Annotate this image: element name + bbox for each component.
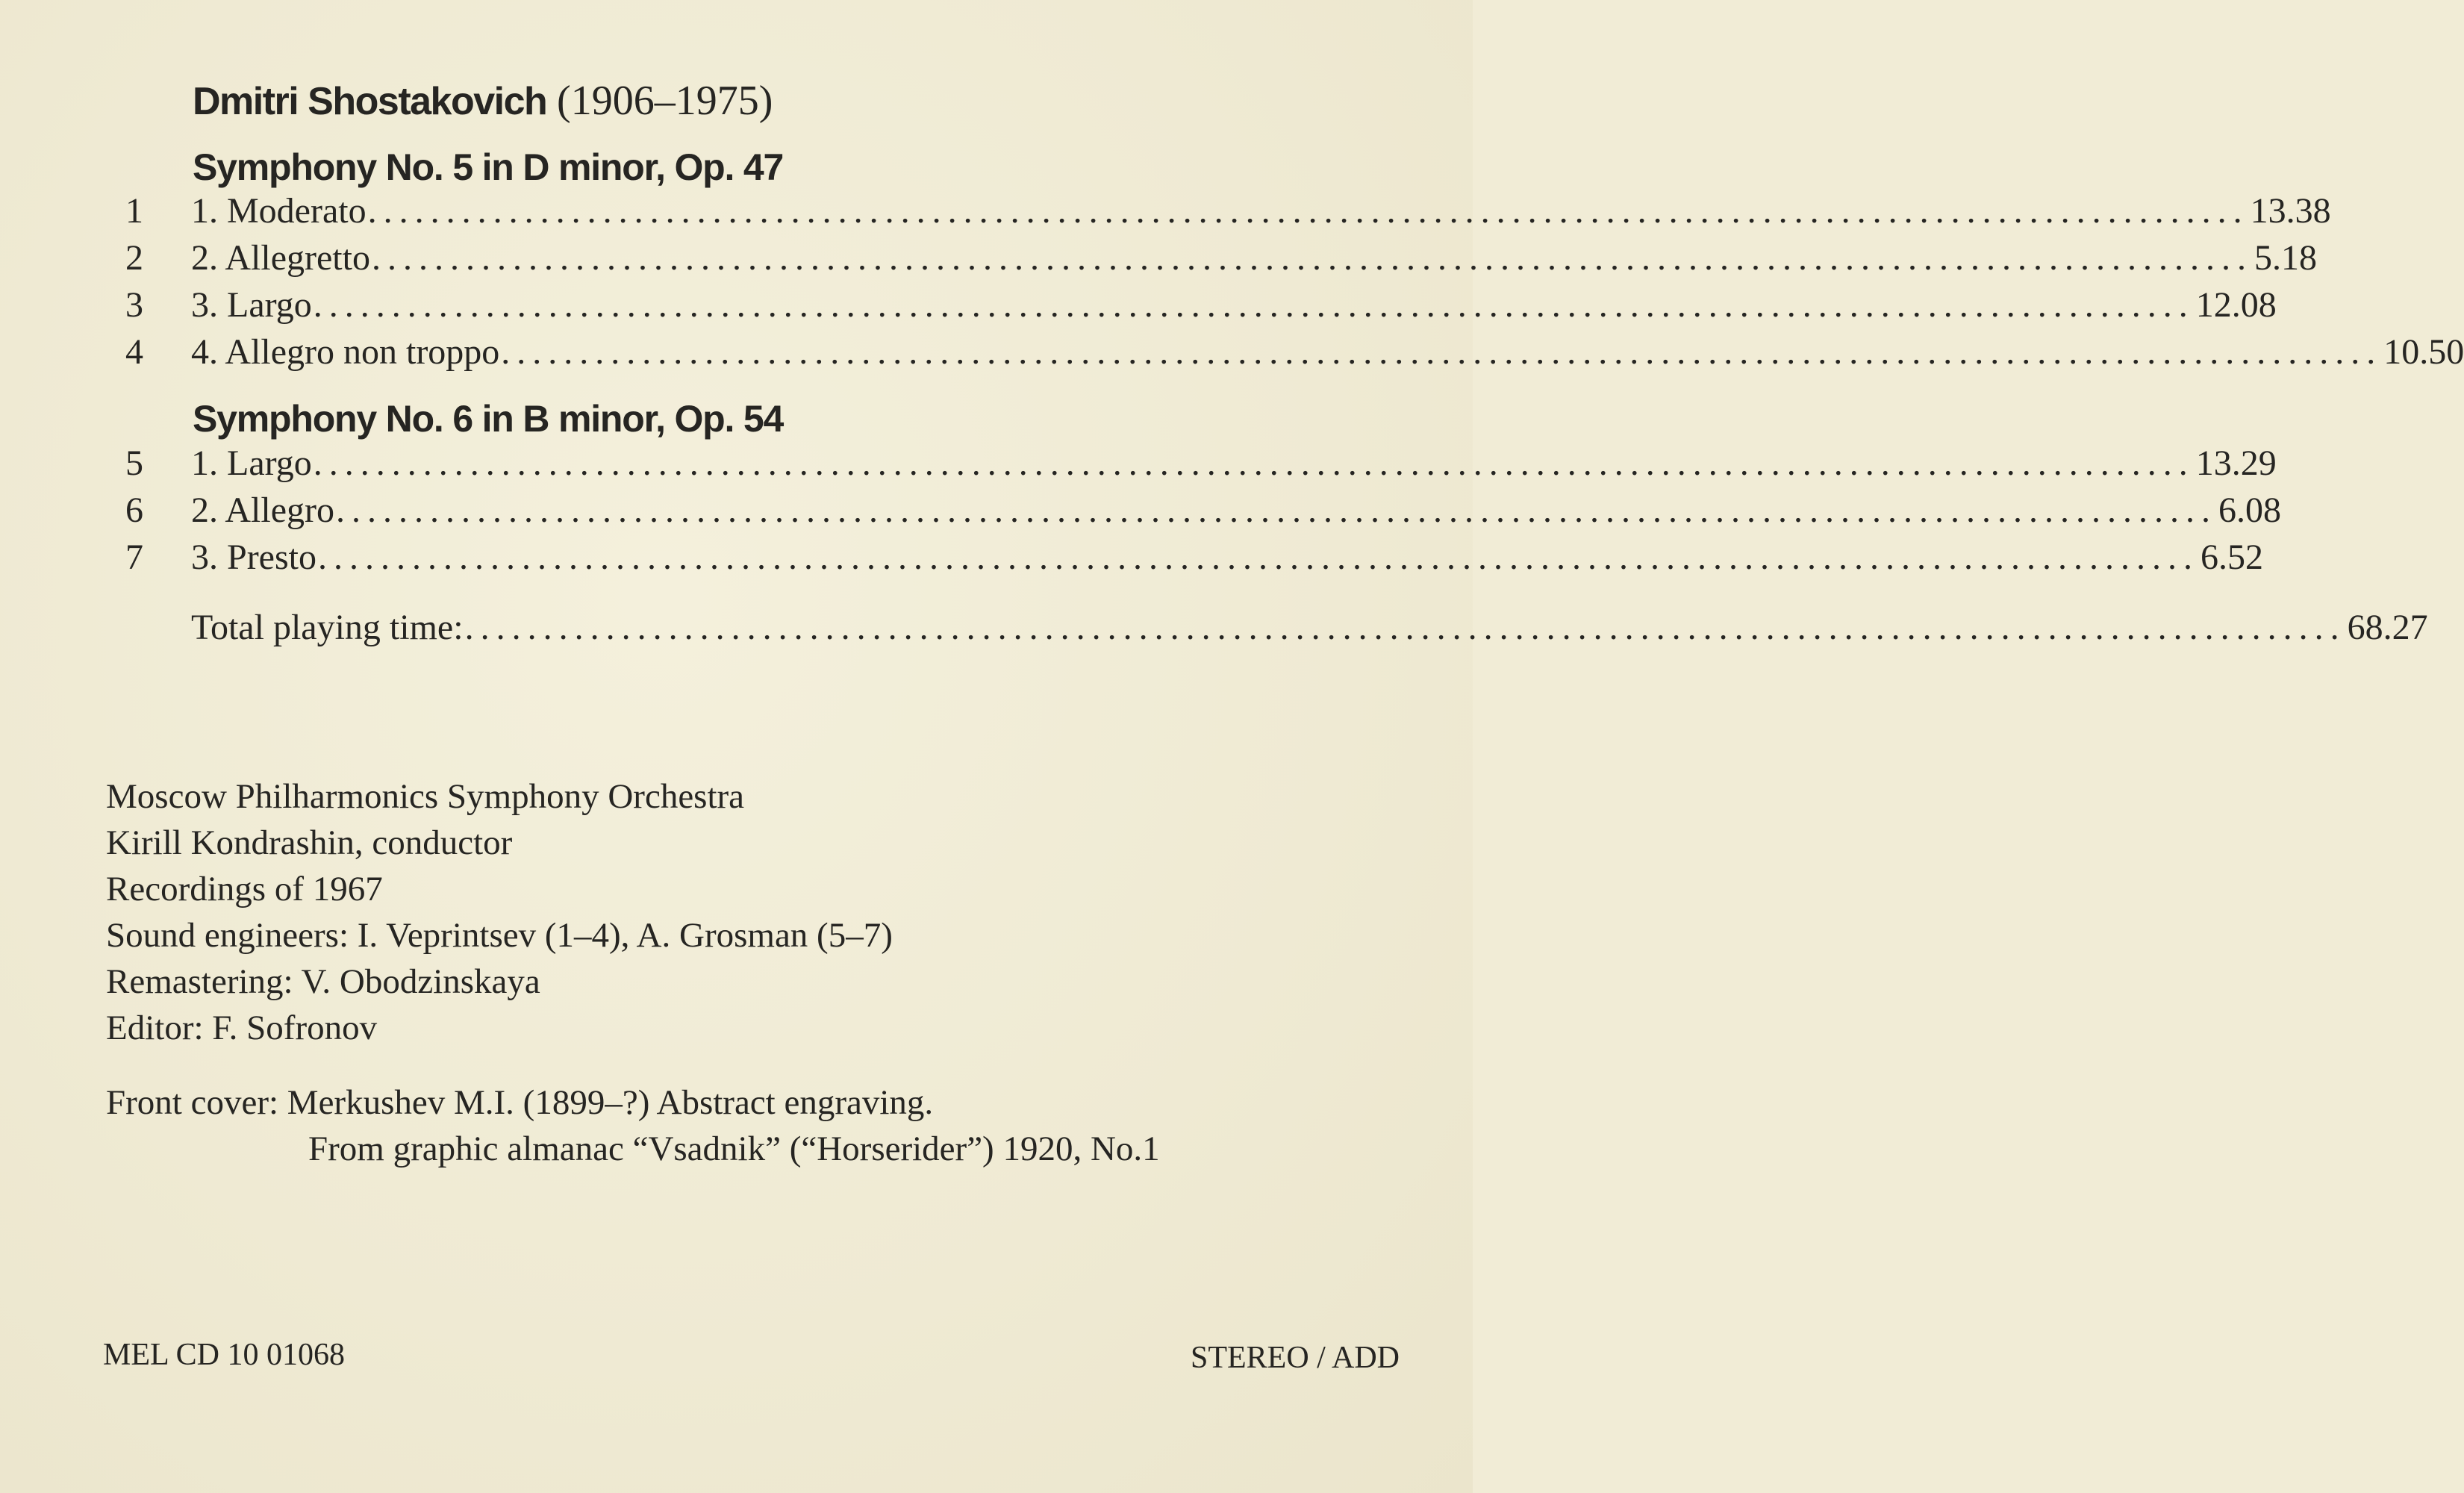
audio-format: STEREO / ADD xyxy=(1190,1341,1400,1375)
track-number: 3 xyxy=(125,285,143,325)
track-duration: 13.38 xyxy=(2250,191,2331,231)
track-title: 3. Presto xyxy=(191,537,316,577)
credit-conductor: Kirill Kondrashin, conductor xyxy=(106,823,513,862)
track-title: 3. Largo xyxy=(191,285,312,325)
track-row xyxy=(0,487,2281,534)
credit-orchestra: Moscow Philharmonics Symphony Orchestra xyxy=(106,777,745,816)
track-title: 1. Largo xyxy=(191,443,312,483)
dot-leader: ........................................................................................................................ xyxy=(313,443,2195,483)
track-row xyxy=(0,440,2277,487)
front-cover-credit: Front cover: Merkushev M.I. (1899–?) Abstract engraving. xyxy=(106,1083,934,1122)
credits-block xyxy=(106,773,893,1051)
composer-heading xyxy=(193,77,773,125)
track-row xyxy=(0,534,2263,581)
track-duration: 10.50 xyxy=(2383,332,2464,372)
dot-leader: ........................................................................................................................ xyxy=(335,490,2217,530)
composer-name: Dmitri Shostakovich xyxy=(193,80,547,123)
track-duration: 12.08 xyxy=(2195,285,2277,325)
track-row xyxy=(0,188,2331,234)
track-duration: 6.08 xyxy=(2218,490,2281,530)
symphony-6-title: Symphony No. 6 in B minor, Op. 54 xyxy=(193,398,784,440)
track-number: 6 xyxy=(125,490,143,530)
credit-editor: Editor: F. Sofronov xyxy=(106,1009,378,1047)
total-playing-time xyxy=(191,605,2428,651)
dot-leader: ........................................................................................................................ xyxy=(464,608,2346,647)
track-duration: 13.29 xyxy=(2195,443,2277,483)
total-duration: 68.27 xyxy=(2347,608,2428,647)
credit-remastering: Remastering: V. Obodzinskaya xyxy=(106,962,540,1001)
track-number: 2 xyxy=(125,238,143,278)
track-row xyxy=(0,282,2277,328)
dot-leader: ........................................................................................................................ xyxy=(367,191,2249,231)
dot-leader: ........................................................................................................................ xyxy=(313,285,2195,325)
catalog-number: MEL CD 10 01068 xyxy=(103,1338,345,1372)
track-number: 7 xyxy=(125,537,143,577)
track-duration: 5.18 xyxy=(2254,238,2317,278)
dot-leader: ........................................................................................................................ xyxy=(371,238,2253,278)
front-cover-source: From graphic almanac “Vsadnik” (“Horserider”) 1920, No.1 xyxy=(308,1129,1160,1168)
dot-leader: ........................................................................................................................ xyxy=(318,537,2199,577)
composer-dates: (1906–1975) xyxy=(557,78,773,124)
track-title: 2. Allegro xyxy=(191,490,334,530)
track-row xyxy=(0,235,2317,281)
track-row xyxy=(0,329,2464,375)
track-title: 4. Allegro non troppo xyxy=(191,332,500,372)
track-number: 4 xyxy=(125,332,143,372)
credit-recording-year: Recordings of 1967 xyxy=(106,870,383,908)
track-duration: 6.52 xyxy=(2201,537,2263,577)
track-title: 1. Moderato xyxy=(191,191,367,231)
track-number: 1 xyxy=(125,191,143,231)
track-title: 2. Allegretto xyxy=(191,238,370,278)
credit-sound-engineers: Sound engineers: I. Veprintsev (1–4), A. Grosman (5–7) xyxy=(106,916,893,955)
total-label: Total playing time: xyxy=(191,608,464,647)
dot-leader: ........................................................................................................................ xyxy=(501,332,2383,372)
symphony-5-title: Symphony No. 5 in D minor, Op. 47 xyxy=(193,146,784,188)
track-number: 5 xyxy=(125,443,143,483)
